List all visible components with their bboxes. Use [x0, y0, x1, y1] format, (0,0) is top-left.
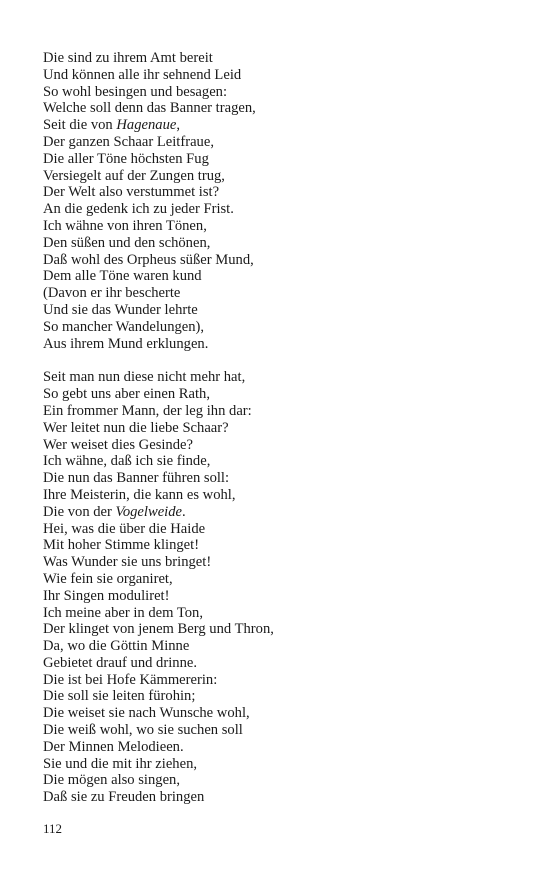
verse-text: Welche soll denn das Banner tragen,: [43, 100, 256, 117]
verse-text: Ein frommer Mann, der leg ihn dar:: [43, 402, 252, 419]
verse-line: [43, 688, 513, 705]
verse-line: [43, 487, 513, 504]
verse-line: [43, 403, 513, 420]
verse-line: [43, 722, 513, 739]
verse-text: Wie fein sie organiret,: [43, 570, 173, 587]
verse-text: Und sie das Wunder lehrte: [43, 301, 198, 318]
verse-text: So mancher Wandelungen),: [43, 318, 205, 335]
verse-text: Die von der: [43, 503, 116, 520]
verse-line: [43, 705, 513, 722]
verse-text: Ihr Singen moduliret!: [43, 587, 170, 604]
verse-line: [43, 134, 513, 151]
verse-text: (Davon er ihr bescherte: [43, 285, 181, 302]
verse-text: Daß sie zu Freuden bringen: [43, 789, 205, 806]
verse-line: [43, 386, 513, 403]
verse-text: Die aller Töne höchsten Fug: [43, 150, 209, 167]
verse-line: [43, 67, 513, 84]
verse-line: [43, 437, 513, 454]
page-number: 112: [43, 821, 63, 836]
verse-text: Da, wo die Göttin Minne: [43, 638, 190, 655]
verse-line: [43, 638, 513, 655]
verse-text: Ich meine aber in dem Ton,: [43, 604, 203, 621]
verse-line: [43, 789, 513, 806]
verse-text: Den süßen und den schönen,: [43, 234, 211, 251]
verse-line: [43, 252, 513, 269]
verse-line: [43, 319, 513, 336]
verse-text: Aus ihrem Mund erklungen.: [43, 335, 209, 352]
verse-line: [43, 201, 513, 218]
verse-line: [43, 268, 513, 285]
verse-line: [43, 453, 513, 470]
verse-text: So gebt uns aber einen Rath,: [43, 386, 210, 403]
verse-text: Hei, was die über die Haide: [43, 520, 206, 537]
verse-line: [43, 285, 513, 302]
verse-line: [43, 655, 513, 672]
verse-text: Ich wähne, daß ich sie finde,: [43, 453, 211, 470]
verse-line: [43, 554, 513, 571]
verse-text: Seit die von: [43, 117, 117, 134]
verse-line: [43, 739, 513, 756]
verse-text: Der Welt also verstummet ist?: [43, 184, 220, 201]
verse-line: [43, 369, 513, 386]
verse-line: [43, 168, 513, 185]
verse-text: Ihre Meisterin, die kann es wohl,: [43, 486, 236, 503]
verse-text: Die sind zu ihrem Amt bereit: [43, 50, 213, 66]
verse-line: [43, 521, 513, 538]
verse-line: [43, 117, 513, 134]
verse-text: ,: [176, 117, 181, 134]
verse-line: [43, 151, 513, 168]
stanza: [43, 369, 513, 806]
verse-text: Die ist bei Hofe Kämmererin:: [43, 671, 218, 688]
verse-text: Wer leitet nun die liebe Schaar?: [43, 419, 229, 436]
verse-text: Die weiset sie nach Wunsche wohl,: [43, 705, 250, 722]
verse-text: Daß wohl des Orpheus süßer Mund,: [43, 251, 254, 268]
poem-text: [43, 50, 513, 806]
italic-name: Vogelweide: [115, 503, 183, 520]
verse-text: Der Minnen Melodieen.: [43, 738, 184, 755]
verse-text: Dem alle Töne waren kund: [43, 268, 202, 285]
verse-text: Versiegelt auf der Zungen trug,: [43, 167, 225, 184]
verse-line: [43, 588, 513, 605]
verse-line: [43, 235, 513, 252]
italic-name: Hagenaue: [116, 117, 177, 134]
verse-line: [43, 420, 513, 437]
verse-line: [43, 756, 513, 773]
verse-text: Und können alle ihr sehnend Leid: [43, 66, 242, 83]
verse-text: Seit man nun diese nicht mehr hat,: [43, 369, 246, 386]
verse-text: Gebietet drauf und drinne.: [43, 654, 197, 671]
verse-text: Die weiß wohl, wo sie suchen soll: [43, 722, 243, 739]
verse-line: [43, 84, 513, 101]
verse-line: [43, 218, 513, 235]
verse-text: Der ganzen Schaar Leitfraue,: [43, 133, 214, 150]
verse-line: [43, 50, 513, 67]
verse-text: Wer weiset dies Gesinde?: [43, 436, 193, 453]
verse-line: [43, 470, 513, 487]
verse-text: Mit hoher Stimme klinget!: [43, 537, 200, 554]
verse-text: Ich wähne von ihren Tönen,: [43, 217, 207, 234]
verse-line: [43, 571, 513, 588]
verse-line: [43, 504, 513, 521]
verse-line: [43, 302, 513, 319]
verse-line: [43, 537, 513, 554]
verse-text: Der klinget von jenem Berg und Thron,: [43, 621, 274, 638]
verse-text: Sie und die mit ihr ziehen,: [43, 755, 198, 772]
verse-line: [43, 772, 513, 789]
verse-line: [43, 184, 513, 201]
verse-line: [43, 605, 513, 622]
verse-line: [43, 336, 513, 353]
stanza: [43, 50, 513, 352]
verse-line: [43, 672, 513, 689]
verse-line: [43, 100, 513, 117]
verse-text: Was Wunder sie uns bringet!: [43, 554, 212, 571]
verse-line: [43, 621, 513, 638]
verse-text: Die mögen also singen,: [43, 772, 180, 789]
verse-text: So wohl besingen und besagen:: [43, 83, 228, 100]
verse-text: An die gedenk ich zu jeder Frist.: [43, 201, 234, 218]
verse-text: .: [182, 503, 186, 520]
verse-text: Die soll sie leiten fürohin;: [43, 688, 196, 705]
verse-text: Die nun das Banner führen soll:: [43, 470, 230, 487]
